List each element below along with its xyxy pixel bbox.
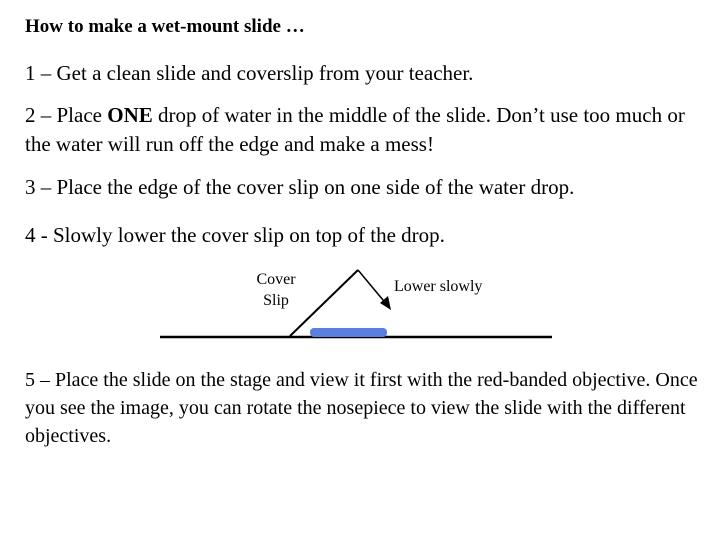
step-4: 4 - Slowly lower the cover slip on top of the drop. (25, 223, 445, 247)
step-2-prefix: 2 – Place (25, 103, 108, 127)
cover-slip-label (248, 269, 304, 311)
page-title: How to make a wet-mount slide … (25, 16, 305, 37)
step-2-suffix: drop of water in the middle of the slide. Don’t use too much or the water will run off the edge and make a mess! (25, 103, 685, 156)
step-2-emphasis: ONE (107, 103, 153, 127)
water-drop (310, 328, 387, 337)
step-1: 1 – Get a clean slide and coverslip from your teacher. (25, 61, 474, 85)
lower-slowly-label: Lower slowly (394, 278, 483, 295)
step-5: 5 – Place the slide on the stage and view it first with the red-banded objective. Once you see the image, you can rotate the nosepiece to view the slide with the different objectives. (25, 369, 698, 447)
cover-label-line-1: Cover (256, 271, 296, 288)
step-3: 3 – Place the edge of the cover slip on one side of the water drop. (25, 175, 575, 199)
cover-label-line-2: Slip (263, 292, 289, 309)
